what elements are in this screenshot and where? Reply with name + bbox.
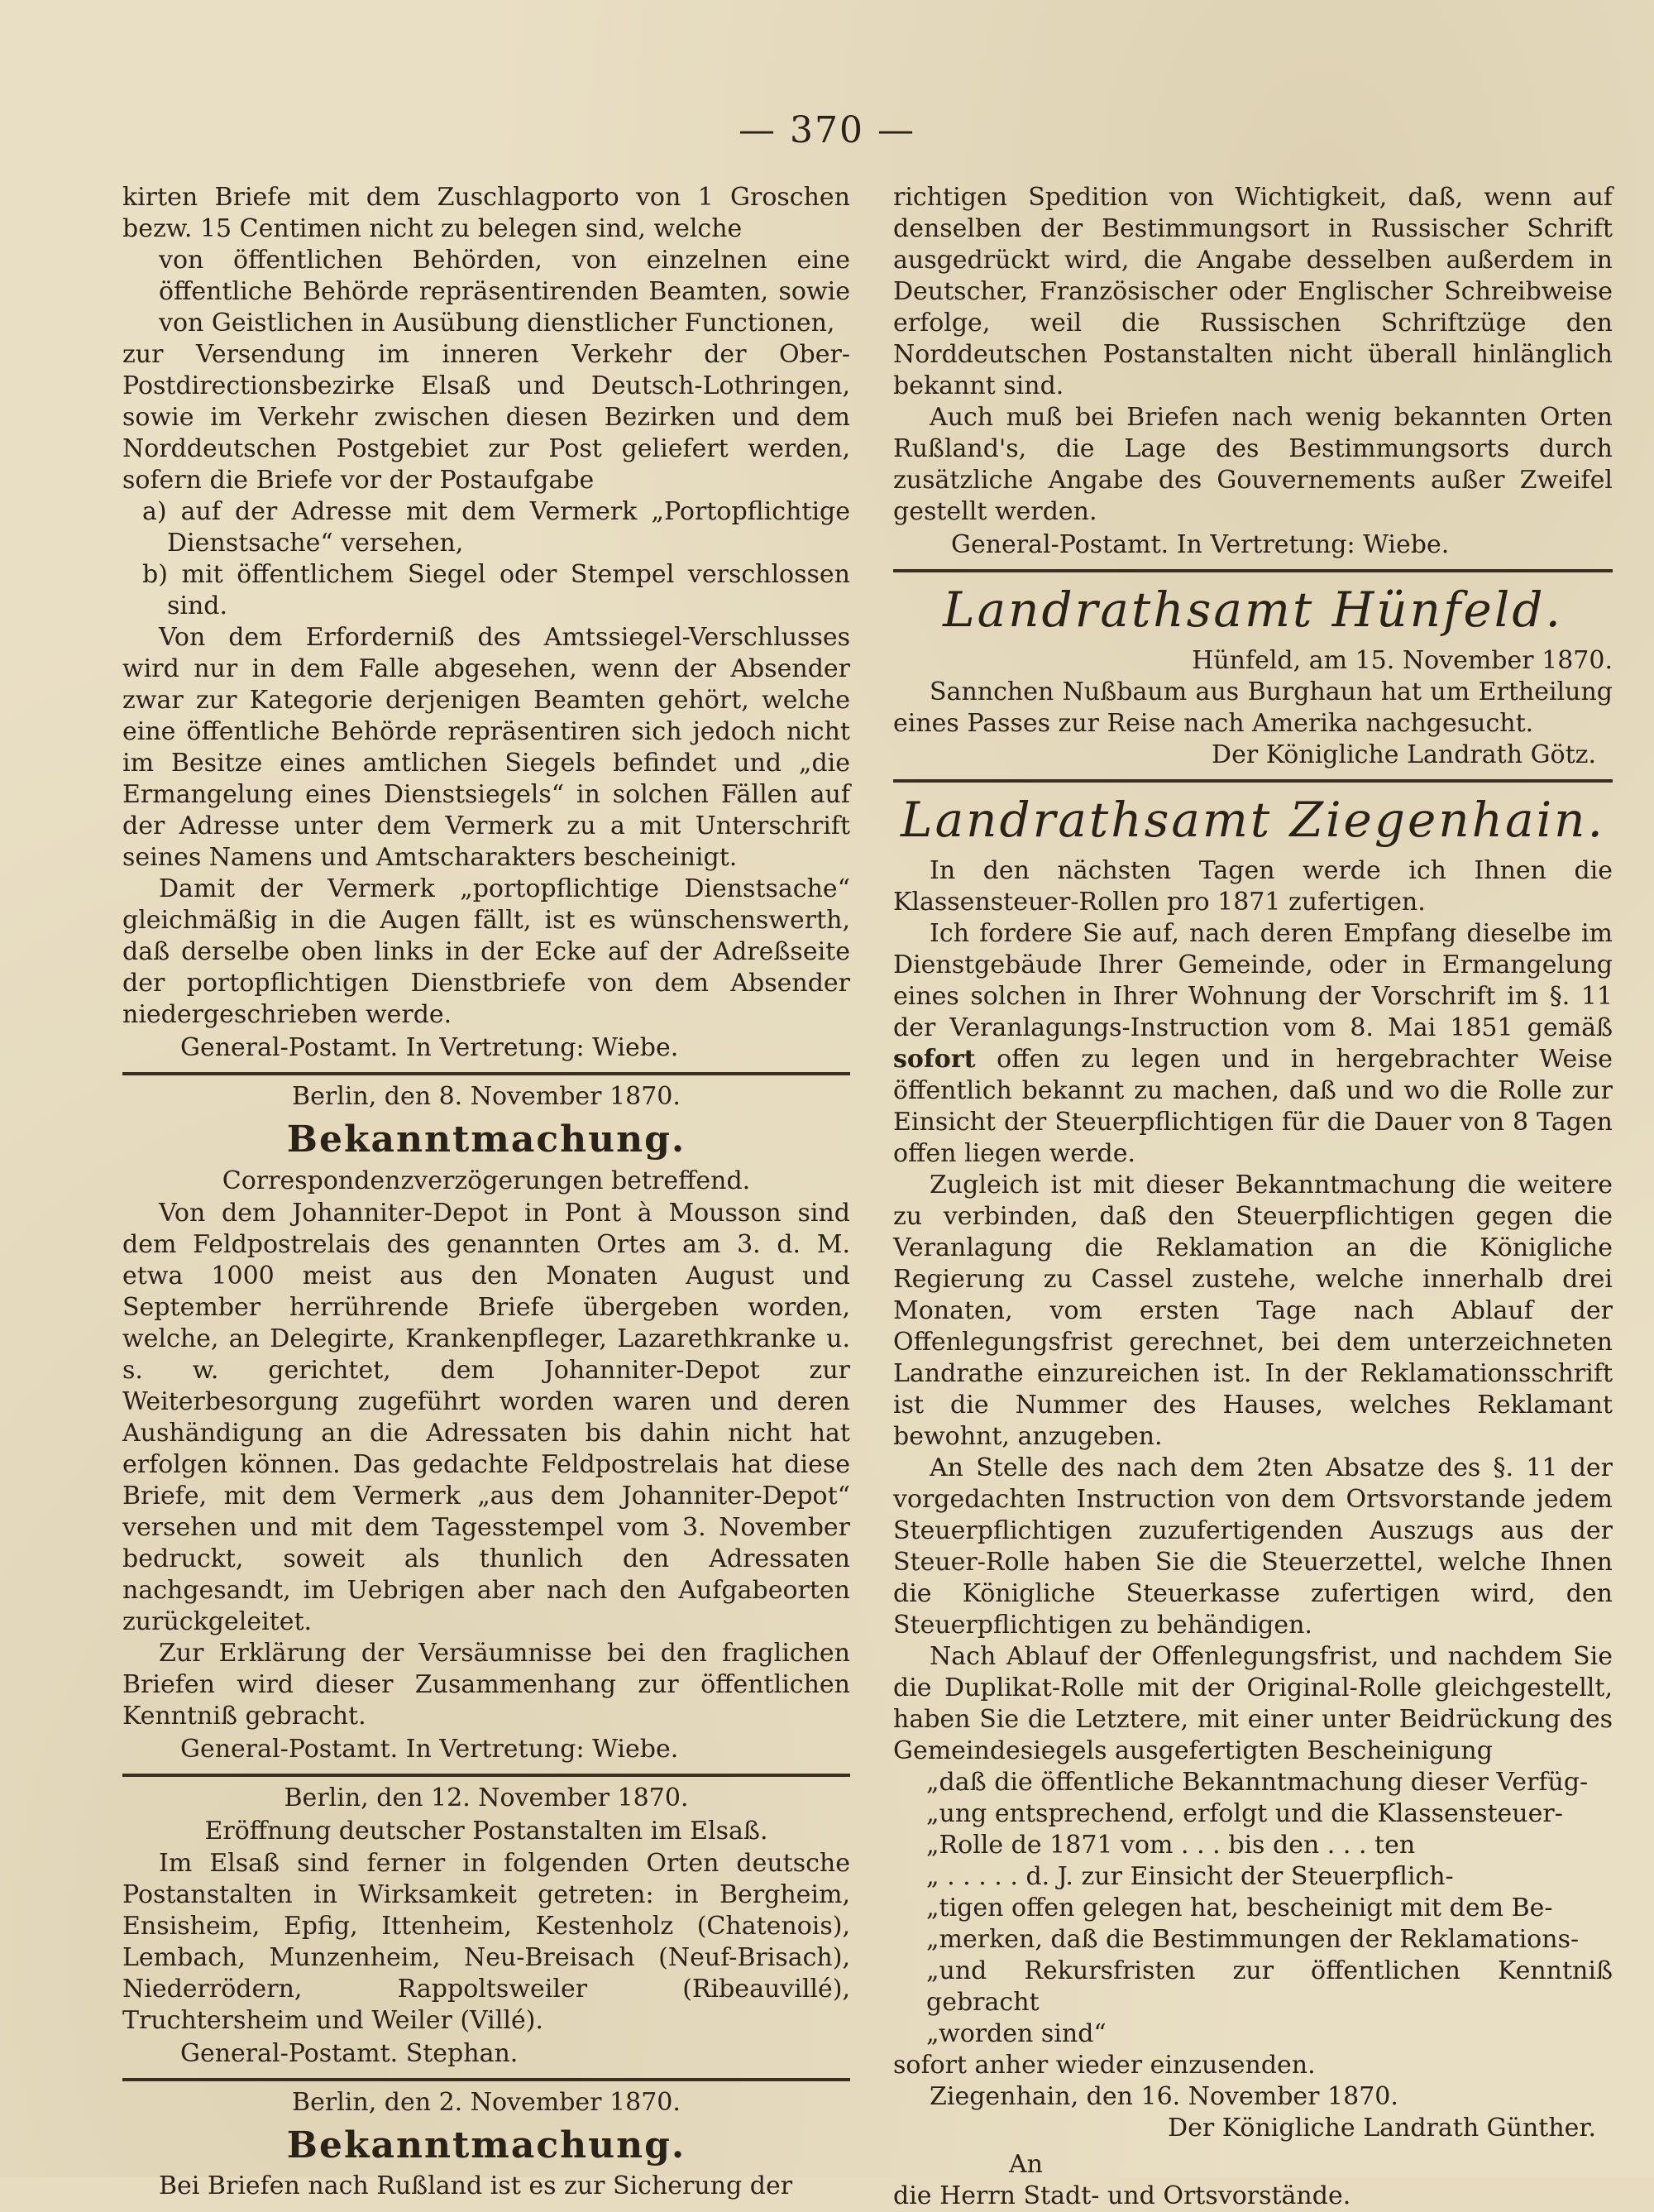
notice-correspondence-delays: [122, 1080, 850, 1765]
addressee: die Herrn Stadt- und Ortsvorstände.: [893, 2181, 1351, 2210]
notice-postal-offices-alsace: [122, 1782, 850, 2070]
paragraph: Zugleich ist mit dieser Bekanntmachung die weitere zu verbinden, daß den Steuerpflichtigen gegen die Veranlagung die Reklamation an die Königliche Regierung zu Cassel zustehe, welche innerhalb drei Monaten, vom ersten Tage nach Ablauf der Offenlegungsfrist gerechnet, bei dem unterzeichneten Landrathe einzureichen ist. In der Reklamationsschrift ist die Nummer des Hauses, welches Reklamant bewohnt, anzugeben.: [893, 1171, 1613, 1451]
office-heading: Landrathsamt Hünfeld.: [943, 582, 1563, 638]
paragraph: Damit der Vermerk „portopflichtige Dienstsache“ gleichmäßig in die Augen fällt, ist es wünschenswerth, daß derselbe oben links in der Ecke auf der Adreßseite der portopflichtigen Dienstbriefe von dem Absender niedergeschrieben werde.: [122, 874, 850, 1029]
quote-line: „merken, daß die Bestimmungen der Reklamations-: [926, 1925, 1580, 1954]
quote-line: „ . . . . . d. J. zur Einsicht der Steuerpflich-: [926, 1862, 1454, 1891]
certificate-quote: [893, 1767, 1613, 2050]
quote-line: „ung entsprechend, erfolgt und die Klassensteuer-: [926, 1799, 1563, 1828]
notice-title: Bekanntmachung.: [286, 1118, 686, 1161]
signature: General-Postamt. In Vertretung: Wiebe.: [180, 1033, 679, 1062]
paragraph: Bei Briefen nach Rußland ist es zur Sicherung der: [159, 2171, 793, 2200]
closing-line: sofort anher wieder einzusenden.: [893, 2051, 1316, 2080]
divider: [893, 569, 1613, 572]
paragraph: Auch muß bei Briefen nach wenig bekannten Orten Rußland's, die Lage des Bestimmungsorts durch zusätzliche Angabe des Gouvernements außer Zweifel gestellt werden.: [893, 403, 1613, 526]
quote-line: „Rolle de 1871 vom . . . bis den . . . ten: [926, 1831, 1416, 1860]
paragraph-text: offen zu legen und in hergebrachter Weise öffentlich bekannt zu machen, daß und wo die Rolle zur Einsicht der Steuerpflichtigen für die Dauer von 8 Tagen offen liegen werde.: [893, 1045, 1613, 1168]
signature: Der Königliche Landrath Günther.: [1168, 2114, 1596, 2143]
paragraph: [893, 918, 1613, 1170]
paragraph: Zur Erklärung der Versäumnisse bei den fraglichen Briefen wird dieser Zusammenhang zur öffentlichen Kenntniß gebracht.: [122, 1639, 850, 1731]
notice-title: Bekanntmachung.: [286, 2124, 686, 2167]
notice-russia-letters: [122, 2086, 850, 2202]
notice-subtitle: Eröffnung deutscher Postanstalten im Elsaß.: [204, 1817, 768, 1846]
dateline: Ziegenhain, den 16. November 1870.: [930, 2082, 1398, 2111]
signature: General-Postamt. In Vertretung: Wiebe.: [951, 530, 1450, 559]
dateline: Berlin, den 12. November 1870.: [284, 1783, 689, 1812]
paragraph: Von dem Johanniter-Depot in Pont à Mousson sind dem Feldpostrelais des genannten Ortes am 3. d. M. etwa 1000 meist aus den Monaten August und September herrührende Briefe übergeben worden, welche, an Delegirte, Krankenpfleger, Lazarethkranke u. s. w. gerichtet, dem Johanniter-Depot zur Weiterbesorgung zugeführt worden waren und deren Aushändigung an die Adressaten bis dahin nicht hat erfolgen können. Das gedachte Feldpostrelais hat diese Briefe, mit dem Vermerk „aus dem Johanniter-Depot“ versehen und mit dem Tagesstempel vom 3. November bedruckt, soweit als thunlich den Adressaten nachgesandt, im Uebrigen aber nach den Aufgabeorten zurückgeleitet.: [122, 1199, 850, 1636]
notice-ziegenhain: [893, 789, 1613, 2212]
postal-notice-continuation: [122, 182, 850, 1064]
paragraph: Sannchen Nußbaum aus Burghaun hat um Ertheilung eines Passes zur Reise nach Amerika nachgesucht.: [893, 677, 1613, 738]
paragraph: An Stelle des nach dem 2ten Absatze des §. 11 der vorgedachten Instruction von dem Ortsvorstande jedem Steuerpflichtigen zuzufertigenden Auszugs aus der Steuer-Rolle haben Sie die Steuerzettel, welche Ihnen die Königliche Steuerkasse zufertigen wird, den Steuerpflichtigen zu behändigen.: [893, 1453, 1613, 1640]
paragraph: Nach Ablauf der Offenlegungsfrist, und nachdem Sie die Duplikat-Rolle mit der Original-Rolle gleichgestellt, haben Sie die Letztere, mit einer unter Beidrückung des Gemeindesiegels ausgefertigten Bescheinigung: [893, 1642, 1613, 1765]
quote-line: „und Rekursfristen zur öffentlichen Kenntniß gebracht: [926, 1956, 1613, 2017]
emphasis-sofort: sofort: [893, 1045, 976, 1074]
paragraph: Im Elsaß sind ferner in folgenden Orten deutsche Postanstalten in Wirksamkeit getreten: in Bergheim, Ensisheim, Epfig, Ittenheim, Kestenholz (Chatenois), Lembach, Munzenheim, Neu-Breisach (Neuf-Brisach), Niederrödern, Rappoltsweiler (Ribeauvillé), Truchtersheim und Weiler (Villé).: [122, 1849, 850, 2035]
paragraph: In den nächsten Tagen werde ich Ihnen die Klassensteuer-Rollen pro 1871 zufertigen.: [893, 856, 1613, 917]
divider: [122, 1072, 850, 1075]
page-number: — 370 —: [739, 109, 915, 151]
dateline: Berlin, den 2. November 1870.: [292, 2088, 681, 2117]
list-item: a) auf der Adresse mit dem Vermerk „Portopflichtige Dienstsache“ versehen,: [142, 497, 850, 558]
quote-line: „worden sind“: [926, 2019, 1107, 2048]
signature: General-Postamt. Stephan.: [180, 2039, 519, 2068]
divider: [122, 1774, 850, 1777]
text-line: zur Versendung im inneren Verkehr der Ober-Postdirectionsbezirke Elsaß und Deutsch-Lothringen, sowie im Verkehr zwischen diesen Bezirken und dem Norddeutschen Postgebiet zur Post geliefert werden, sofern die Briefe vor der Postaufgabe: [122, 340, 850, 495]
dateline: Hünfeld, am 15. November 1870.: [1192, 646, 1613, 675]
office-heading: Landrathsamt Ziegenhain.: [901, 792, 1605, 848]
paragraph-text: Ich fordere Sie auf, nach deren Empfang dieselbe im Dienstgebäude Ihrer Gemeinde, oder in Ermangelung eines solchen in Ihrer Wohnung der Vorschrift im §. 11 der Veranlagungs-Instruction vom 8. Mai 1851 gemäß: [893, 919, 1613, 1042]
quote-line: „daß die öffentliche Bekanntmachung dieser Verfüg-: [926, 1768, 1589, 1797]
addressee-an: An: [1009, 2150, 1043, 2179]
right-column: [893, 182, 1613, 2212]
text-line: kirten Briefe mit dem Zuschlagporto von 1 Groschen bezw. 15 Centimen nicht zu belegen sind, welche: [122, 183, 850, 243]
paragraph: richtigen Spedition von Wichtigkeit, daß, wenn auf denselben der Bestimmungsort in Russischer Schrift ausgedrückt wird, die Angabe desselben außerdem in Deutscher, Französischer oder Englischer Schreibweise erfolge, weil die Russischen Schriftzüge den Norddeutschen Postanstalten nicht überall hinlänglich bekannt sind.: [893, 183, 1613, 400]
divider: [893, 779, 1613, 783]
notice-huenfeld: [893, 579, 1613, 771]
list-item: b) mit öffentlichem Siegel oder Stempel verschlossen sind.: [142, 560, 850, 620]
dateline: Berlin, den 8. November 1870.: [292, 1082, 681, 1111]
divider: [122, 2078, 850, 2081]
signature: General-Postamt. In Vertretung: Wiebe.: [180, 1735, 679, 1764]
left-column: [122, 182, 850, 2202]
paragraph: Von dem Erforderniß des Amtssiegel-Verschlusses wird nur in dem Falle abgesehen, wenn der Absender zwar zur Kategorie derjenigen Beamten gehört, welche eine öffentliche Behörde repräsentiren sich jedoch nicht im Besitze eines amtlichen Siegels befindet und „die Ermangelung eines Dienstsiegels“ in solchen Fällen auf der Adresse unter dem Vermerk zu a mit Unterschrift seines Namens und Amtscharakters bescheinigt.: [122, 623, 850, 872]
notice-russia-continuation: [893, 182, 1613, 561]
notice-subtitle: Correspondenzverzögerungen betreffend.: [222, 1166, 751, 1195]
signature: Der Königliche Landrath Götz.: [1212, 740, 1596, 769]
quote-line: „tigen offen gelegen hat, bescheinigt mit dem Be-: [926, 1894, 1553, 1922]
text-line: von öffentlichen Behörden, von einzelnen eine öffentliche Behörde repräsentirenden Beamten, sowie von Geistlichen in Ausübung dienstlicher Functionen,: [159, 246, 850, 338]
